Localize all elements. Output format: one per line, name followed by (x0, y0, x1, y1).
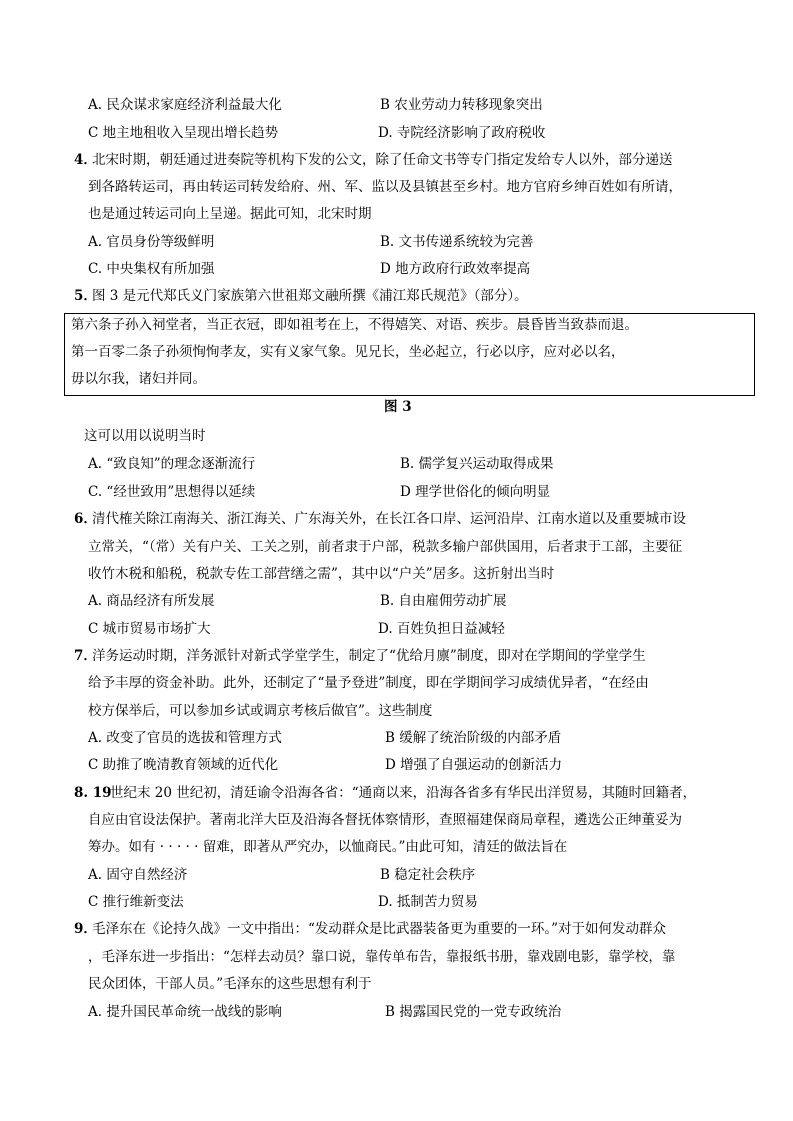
q8-option-c: C 推行维新变法 (88, 894, 184, 910)
q4-number: 4． (74, 152, 97, 168)
q5-option-c: C. “经世致用”思想得以延续 (88, 484, 256, 500)
q4-stem-line-2: 到各路转运司，再由转运司转发给府、州、军、监以及县镇甚至乡村。地方官府乡绅百姓如有所请， (88, 179, 682, 195)
q3-option-d: D. 寺院经济影响了政府税收 (378, 125, 546, 141)
q8-option-a: A. 固守自然经济 (88, 867, 188, 883)
q5-option-d: D 理学世俗化的倾向明显 (400, 484, 551, 500)
q5-box-line-3: 毋以尔我，诸妇并同。 (71, 371, 206, 387)
q4-option-b: B. 文书传递系统较为完善 (380, 234, 534, 250)
q4-option-c: C. 中央集权有所加强 (88, 261, 215, 277)
q5-box-line-2: 第一百零二条子孙须恂恂孝友，实有义家气象。见兄长，坐必起立，行必以序，应对必以名， (71, 344, 625, 360)
q9-option-b: B 揭露国民党的一党专政统治 (385, 1004, 562, 1020)
q6-stem-line-1: 清代榷关除江南海关、浙江海关、广东海关外，在长江各口岸、运河沿岸、江南水道以及重要城市设 (92, 511, 686, 527)
q6-option-b: B. 自由雇佣劳动扩展 (380, 593, 507, 609)
q6-stem-line-2: 立常关，“（常）关有户关、工关之别，前者隶于户部，税款多输户部供国用，后者隶于工部，主要征 (88, 539, 683, 555)
q7-number: 7． (74, 648, 97, 664)
q8-number: 8. 19 (74, 785, 112, 801)
q8-option-b: B 稳定社会秩序 (380, 867, 476, 883)
q5-option-a: A. “致良知”的理念逐渐流行 (88, 456, 256, 472)
q3-option-b: B 农业劳动力转移现象突出 (380, 97, 543, 113)
q8-stem-line-2: 自应由官设法保护。著南北洋大臣及沿海各督抚体察情形，查照福建保商局章程，遴选公正绅董妥为 (88, 812, 682, 828)
q4-option-a: A. 官员身份等级鲜明 (88, 234, 215, 250)
q7-option-d: D 增强了自强运动的创新活力 (385, 757, 563, 773)
q5-box-line-1: 第六条子孙入祠堂者，当正衣冠，即如祖考在上，不得嬉笑、对语、疾步。晨昏皆当致恭而退。 (71, 317, 638, 333)
q6-option-d: D. 百姓负担日益减轻 (378, 621, 505, 637)
q3-option-c: C 地主地租收入呈现出增长趋势 (88, 125, 279, 141)
q7-stem-line-3: 校方保举后，可以参加乡试或调京考核后做官”。这些制度 (88, 703, 433, 719)
q8-stem-line-3: 筹办。如有 · · · · · 留难，即著从严究办，以恤商民。”由此可知，清廷的做法旨在 (88, 839, 568, 855)
q9-number: 9． (74, 921, 97, 937)
q5-stem: 图 3 是元代郑氏义门家族第六世祖郑文融所撰《浦江郑氏规范》（部分）。 (92, 288, 528, 304)
q9-stem-line-2: ，毛泽东进一步指出：“怎样去动员？靠口说，靠传单布告，靠报纸书册，靠戏剧电影，靠学校，靠 (88, 949, 676, 965)
q5-figure-caption: 图 3 (384, 399, 412, 415)
q3-option-a: A. 民众谋求家庭经济利益最大化 (88, 97, 282, 113)
q6-number: 6． (74, 511, 97, 527)
q4-stem-line-3: 也是通过转运司向上呈递。据此可知，北宋时期 (88, 206, 372, 222)
q6-option-c: C 城市贸易市场扩大 (88, 621, 211, 637)
q7-option-c: C 助推了晚清教育领域的近代化 (88, 757, 279, 773)
q5-source-box (64, 313, 755, 396)
q9-stem-line-3: 民众团体，干部人员。”毛泽东的这些思想有利于 (88, 976, 372, 992)
q7-option-b: B 缓解了统治阶级的内部矛盾 (385, 730, 562, 746)
q7-stem-line-1: 洋务运动时期，洋务派针对新式学堂学生，制定了“优给月廪”制度，即对在学期间的学堂学生 (92, 648, 646, 664)
q9-option-a: A. 提升国民革命统一战线的影响 (88, 1004, 282, 1020)
q6-stem-line-3: 收竹木税和船税，税款专佐工部营缮之需”，其中以“户关”居多。这折射出当时 (88, 566, 555, 582)
q7-stem-line-2: 给予丰厚的资金补助。此外，还制定了“量予登进”制度，即在学期间学习成绩优异者，“在经由 (88, 675, 649, 691)
q5-number: 5． (74, 288, 97, 304)
q4-stem-line-1: 北宋时期，朝廷通过进奏院等机构下发的公文，除了任命文书等专门指定发给专人以外，部分递送 (92, 152, 673, 168)
q8-stem-line-1: 世纪末 20 世纪初，清廷谕令沿海各省：“通商以来，沿海各省多有华民出洋贸易，其随时回籍者， (110, 785, 697, 801)
q5-option-b: B. 儒学复兴运动取得成果 (400, 456, 554, 472)
q7-option-a: A. 改变了官员的选拔和管理方式 (88, 730, 282, 746)
q6-option-a: A. 商品经济有所发展 (88, 593, 215, 609)
q4-option-d: D 地方政府行政效率提高 (380, 261, 531, 277)
q8-option-d: D. 抵制苦力贸易 (378, 894, 478, 910)
q9-stem-line-1: 毛泽东在《论持久战》一文中指出：“发动群众是比武器装备更为重要的一环。”对于如何发动群众 (92, 921, 667, 937)
q5-followup: 这可以用以说明当时 (84, 428, 206, 444)
